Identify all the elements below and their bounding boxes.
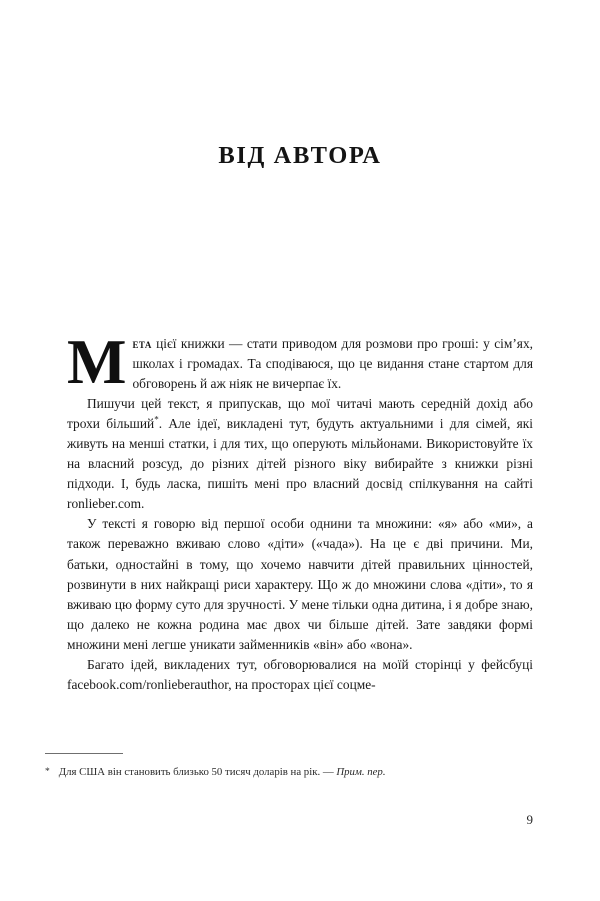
page-title: ВІД АВТОРА: [218, 142, 382, 170]
paragraph-text-continued: . Але ідеї, викладені тут, будуть актуальними і для сімей, які живуть на менші статки, і для тих, що оперують мільйонами. Використовуйте їх на власний розсуд, до різних дітей різного віку вибирайте з книжки різні підходи. І, будь ласка, пишіть мені про власний досвід спілкування на сайті ronlieber.com.: [67, 416, 533, 512]
footnote-area: [45, 753, 515, 780]
footnote-attribution: Прим. пер.: [336, 766, 386, 778]
paragraph-text: Пишучи цей текст, я припускав, що мої читачі мають середній дохід або трохи більший: [67, 396, 533, 432]
footnote-reference-marker[interactable]: *: [154, 414, 159, 425]
drop-cap: М: [67, 327, 127, 397]
paragraph-second: [67, 394, 533, 514]
paragraph-text: цієї книжки — стати приводом для розмови про гроші: у сім’ях, школах і громадах. Та сподіваюся, що це видання стане стартом для обговорень й аж ніяк не вичерпає їх.: [132, 336, 533, 392]
footnote-text: [59, 765, 515, 780]
paragraph-third: У тексті я говорю від першої особи однини та множини: «я» або «ми», а також переважно вживаю слово «діти» («чада»). На це є дві причини. Ми, батьки, одностайні в тому, що хочемо навчити дітей правильних цінностей, розвинути в них найкращі риси характеру. Що ж до множини слова «діти», то я вживаю цю форму суто для зручності. У мене тільки одна дитина, і я добре знаю, що далеко не кожна родина має двох чи більше дітей. Зате завдяки формі множини мені легше уникати займенників «він» або «вона».: [67, 516, 533, 652]
footnote: [45, 765, 515, 780]
paragraph-first: [67, 327, 533, 397]
body-text-block: [67, 327, 533, 695]
opening-small-caps: ета: [132, 337, 152, 351]
footnote-separator-rule: [45, 753, 123, 754]
footnote-body: Для США він становить близько 50 тисяч доларів на рік. —: [58, 766, 337, 778]
footnote-marker: *: [45, 767, 50, 777]
page-number: 9: [526, 812, 533, 827]
paragraph-fourth: Багато ідей, викладених тут, обговорювалися на моїй сторінці у фейсбуці facebook.com/ronlieberauthor, на просторах цієї соцме-: [67, 656, 533, 692]
